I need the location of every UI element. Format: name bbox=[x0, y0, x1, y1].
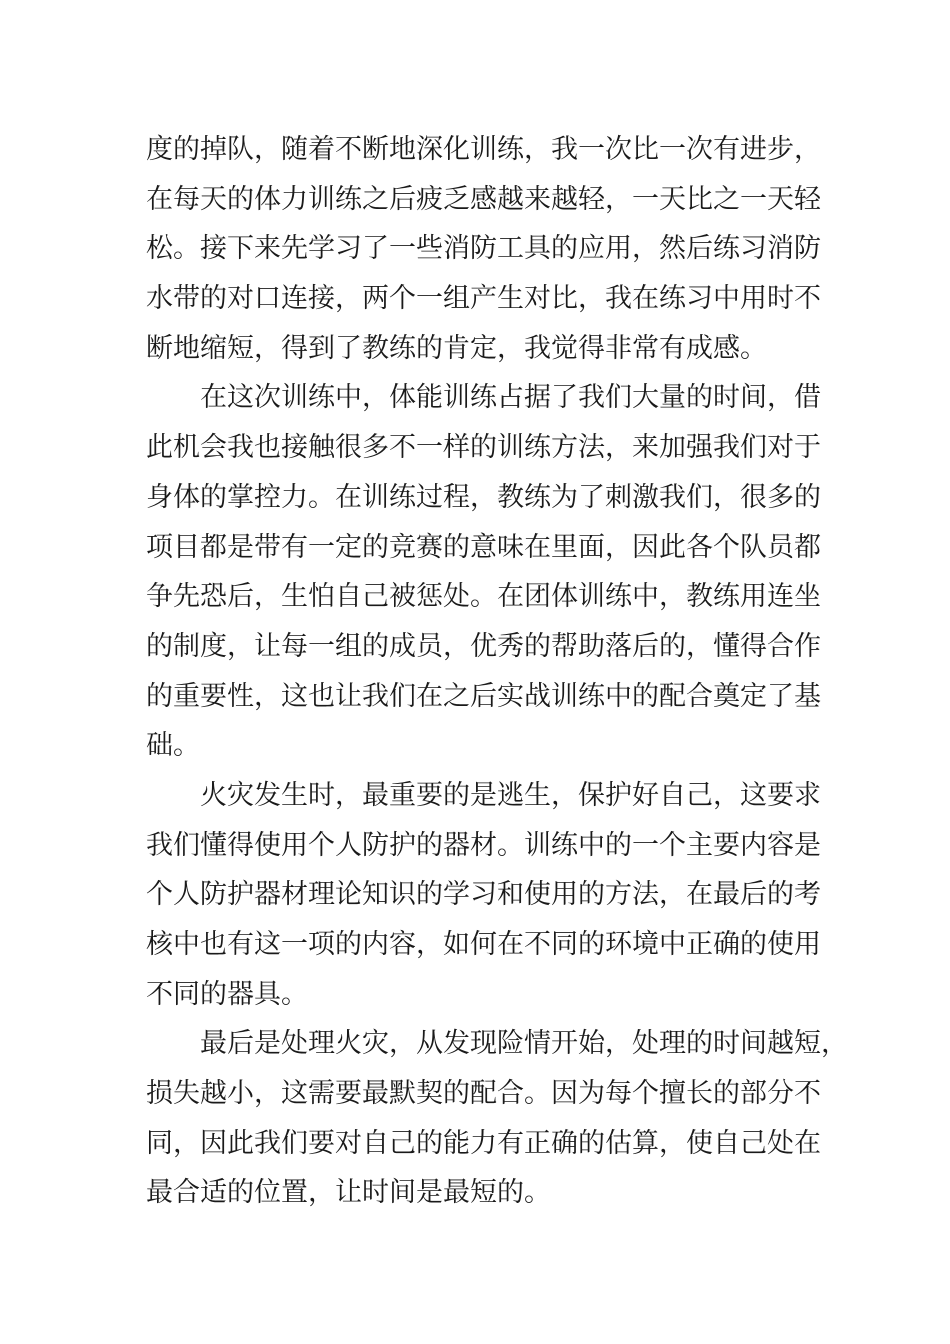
text-line: 度的掉队，随着不断地深化训练，我一次比一次有进步， bbox=[146, 134, 821, 165]
paragraph-4 bbox=[146, 1019, 848, 1218]
text-line: 的制度，让每一组的成员，优秀的帮助落后的，懂得合作 bbox=[146, 630, 821, 662]
paragraph-3 bbox=[146, 771, 821, 1019]
text-line: 火灾发生时，最重要的是逃生，保护好自己，这要求 bbox=[200, 779, 821, 811]
text-line: 最后是处理火灾，从发现险情开始，处理的时间越短， bbox=[200, 1028, 848, 1060]
text-line: 我们懂得使用个人防护的器材。训练中的一个主要内容是 bbox=[146, 829, 821, 861]
text-line: 项目都是带有一定的竞赛的意味在里面，因此各个队员都 bbox=[146, 531, 821, 563]
text-line: 核中也有这一项的内容，如何在不同的环境中正确的使用 bbox=[146, 929, 821, 960]
paragraph-1 bbox=[146, 125, 821, 373]
text-line: 同，因此我们要对自己的能力有正确的估算，使自己处在 bbox=[146, 1127, 821, 1159]
paragraph-2 bbox=[146, 373, 821, 771]
text-line: 础。 bbox=[146, 730, 200, 762]
text-line: 个人防护器材理论知识的学习和使用的方法，在最后的考 bbox=[146, 879, 821, 911]
text-line: 身体的掌控力。在训练过程，教练为了刺激我们，很多的 bbox=[146, 481, 821, 513]
text-line: 最合适的位置，让时间是最短的。 bbox=[146, 1177, 551, 1209]
text-line: 此机会我也接触很多不一样的训练方法，来加强我们对于 bbox=[146, 432, 821, 464]
text-line: 的重要性，这也让我们在之后实战训练中的配合奠定了基 bbox=[146, 680, 821, 712]
text-line: 损失越小，这需要最默契的配合。因为每个擅长的部分不 bbox=[146, 1078, 821, 1110]
text-line: 争先恐后，生怕自己被惩处。在团体训练中，教练用连坐 bbox=[146, 581, 821, 613]
text-line: 断地缩短，得到了教练的肯定，我觉得非常有成感。 bbox=[146, 332, 767, 364]
text-line: 水带的对口连接，两个一组产生对比，我在练习中用时不 bbox=[146, 283, 821, 315]
text-line: 在每天的体力训练之后疲乏感越来越轻，一天比之一天轻 bbox=[146, 183, 821, 215]
text-line: 不同的器具。 bbox=[146, 978, 308, 1010]
text-line: 松。接下来先学习了一些消防工具的应用，然后练习消防 bbox=[146, 233, 821, 265]
document-body bbox=[146, 125, 848, 1218]
text-line: 在这次训练中，体能训练占据了我们大量的时间，借 bbox=[200, 382, 821, 414]
